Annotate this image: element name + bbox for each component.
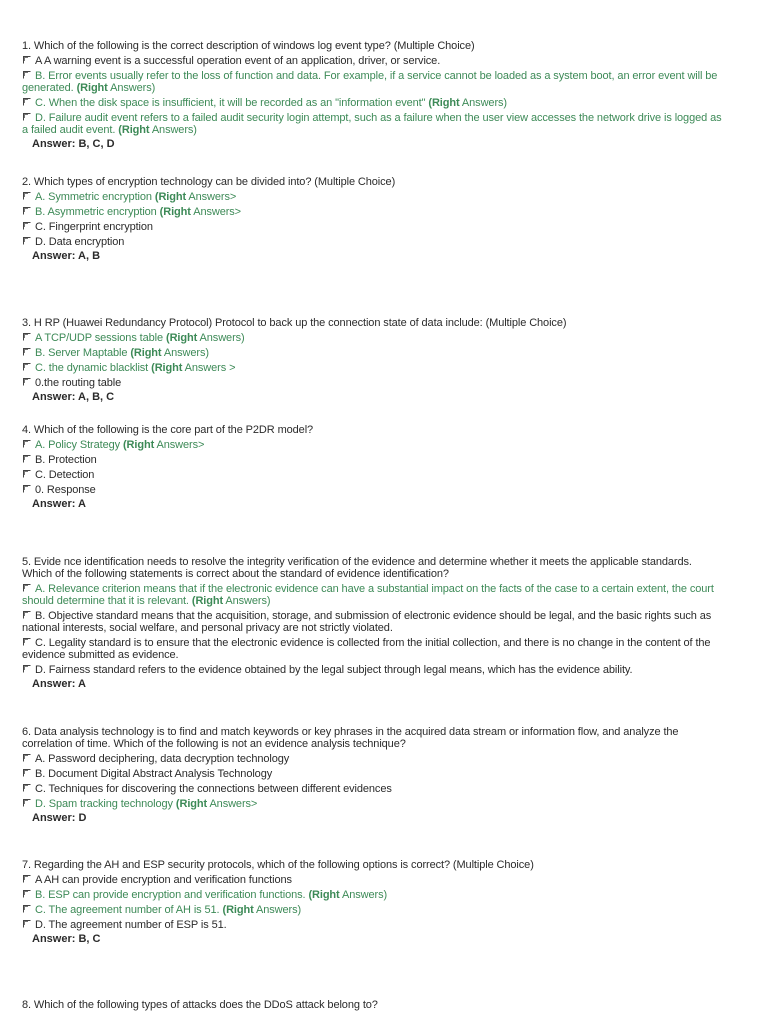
right-marker: (Right: [159, 206, 191, 218]
right-answers-label: Answers): [256, 904, 302, 916]
question-block: [22, 40, 722, 150]
answer-key: Answer: A, B, C: [32, 391, 115, 403]
option-text: C. Techniques for discovering the connections between different evidences: [35, 783, 392, 795]
answer-option[interactable]: [22, 904, 722, 916]
answer-option[interactable]: [22, 362, 722, 374]
answer-option[interactable]: [22, 70, 722, 94]
answer-option[interactable]: [22, 112, 722, 136]
option-text: B. Document Digital Abstract Analysis Technology: [35, 768, 273, 780]
answer-option[interactable]: [22, 798, 722, 810]
option-text: D. The agreement number of ESP is 51.: [35, 919, 227, 931]
right-marker: (Right: [308, 889, 340, 901]
checkbox-icon: [22, 469, 32, 479]
right-marker: (Right: [175, 798, 208, 810]
right-marker: (Right: [166, 332, 198, 344]
answer-option[interactable]: [22, 889, 722, 901]
right-answers-label: Answers): [341, 889, 388, 901]
checkbox-icon: [22, 889, 32, 899]
question-block: [22, 859, 722, 945]
checkbox-icon: [22, 798, 32, 808]
checkbox-icon: [22, 70, 32, 80]
answer-option[interactable]: [22, 206, 722, 218]
answer-key: Answer: B, C, D: [32, 138, 115, 150]
checkbox-icon: [22, 332, 32, 342]
answer-option[interactable]: [22, 874, 722, 886]
answer-option[interactable]: [22, 347, 722, 359]
checkbox-icon: [22, 221, 32, 231]
answer-key: Answer: A: [32, 678, 86, 690]
right-answers-label: Answers): [225, 595, 271, 607]
right-answers-label: Answers): [151, 124, 197, 136]
option-text: A. Symmetric encryption: [35, 191, 152, 203]
option-text: A A warning event is a successful operation event of an application, driver, or service.: [35, 55, 441, 67]
right-marker: (Right: [151, 362, 183, 374]
answer-key: Answer: A: [32, 498, 86, 510]
checkbox-icon: [22, 97, 32, 107]
checkbox-icon: [22, 753, 32, 763]
answer-option[interactable]: [22, 469, 722, 481]
right-answers-label: Answers): [199, 332, 245, 344]
option-text: D. Data encryption: [35, 236, 125, 248]
question-block: [22, 317, 722, 403]
option-text: B. Objective standard means that the acquisition, storage, and submission of electronic evidence should be legal, and the basic rights such as national interests, social welfare, and personal privacy are not strictly violated.: [22, 610, 712, 634]
checkbox-icon: [22, 919, 32, 929]
right-answers-label: Answers): [163, 347, 209, 359]
answer-option[interactable]: [22, 919, 722, 931]
answer-option[interactable]: [22, 332, 722, 344]
option-text: B. Server Maptable: [35, 347, 128, 359]
checkbox-icon: [22, 191, 32, 201]
answer-key: Answer: B, C: [32, 933, 101, 945]
answer-option[interactable]: [22, 664, 722, 676]
option-text: A. Policy Strategy: [35, 439, 121, 451]
question-stem: 5. Evide nce identification needs to resolve the integrity verification of the evidence and determine whether it meets the applicable standards. Which of the following statements is correct about the standard of evidence identification?: [22, 556, 692, 580]
right-answers-label: Answers >: [184, 362, 236, 374]
option-text: C. the dynamic blacklist: [35, 362, 149, 374]
answer-option[interactable]: [22, 768, 722, 780]
question-block: [22, 176, 722, 262]
answer-option[interactable]: [22, 55, 722, 67]
option-text: C. Detection: [35, 469, 95, 481]
option-text: D. Failure audit event refers to a failed audit security login attempt, such as a failure when the user view accesses the network drive is logged as a failed audit event.: [22, 112, 722, 136]
right-marker: (Right: [154, 191, 187, 203]
right-marker: (Right: [118, 124, 150, 136]
checkbox-icon: [22, 55, 32, 65]
option-text: C. The agreement number of AH is 51.: [35, 904, 220, 916]
option-text: D. Fairness standard refers to the evidence obtained by the legal subject through legal means, which has the evidence ability.: [35, 664, 633, 676]
question-stem: 8. Which of the following types of attacks does the DDoS attack belong to?: [22, 999, 378, 1011]
checkbox-icon: [22, 362, 32, 372]
checkbox-icon: [22, 583, 32, 593]
question-block: [22, 726, 722, 824]
checkbox-icon: [22, 454, 32, 464]
answer-option[interactable]: [22, 439, 722, 451]
option-text: B. ESP can provide encryption and verification functions.: [35, 889, 306, 901]
checkbox-icon: [22, 347, 32, 357]
right-answers-label: Answers>: [193, 206, 242, 218]
answer-option[interactable]: [22, 97, 722, 109]
question-block: [22, 999, 722, 1011]
option-text: A. Password deciphering, data decryption technology: [35, 753, 290, 765]
right-marker: (Right: [191, 595, 224, 607]
question-block: [22, 556, 722, 690]
answer-option[interactable]: [22, 753, 722, 765]
checkbox-icon: [22, 874, 32, 884]
option-text: A TCP/UDP sessions table: [35, 332, 164, 344]
option-text: 0. Response: [35, 484, 96, 496]
option-text: D. Spam tracking technology: [35, 798, 173, 810]
checkbox-icon: [22, 377, 32, 387]
checkbox-icon: [22, 112, 32, 122]
question-stem: 3. H RP (Huawei Redundancy Protocol) Protocol to back up the connection state of data include: (Multiple Choice): [22, 317, 567, 329]
option-text: C. When the disk space is insufficient, it will be recorded as an "information event": [35, 97, 426, 109]
answer-option[interactable]: [22, 221, 722, 233]
right-answers-label: Answers): [461, 97, 507, 109]
answer-option[interactable]: [22, 583, 722, 607]
checkbox-icon: [22, 206, 32, 216]
question-stem: 7. Regarding the AH and ESP security protocols, which of the following options is correct? (Multiple Choice): [22, 859, 534, 871]
answer-key: Answer: D: [32, 812, 87, 824]
answer-option[interactable]: [22, 783, 722, 795]
option-text: B. Error events usually refer to the loss of function and data. For example, if a service cannot be loaded as a system boot, an error event will be generated.: [22, 70, 718, 94]
answer-option[interactable]: [22, 610, 722, 634]
checkbox-icon: [22, 236, 32, 246]
option-text: C. Fingerprint encryption: [35, 221, 153, 233]
right-answers-label: Answers>: [188, 191, 237, 203]
right-marker: (Right: [122, 439, 155, 451]
checkbox-icon: [22, 439, 32, 449]
answer-option[interactable]: [22, 191, 722, 203]
right-marker: (Right: [130, 347, 162, 359]
question-stem: 2. Which types of encryption technology can be divided into? (Multiple Choice): [22, 176, 396, 188]
option-text: A AH can provide encryption and verification functions: [35, 874, 292, 886]
checkbox-icon: [22, 610, 32, 620]
checkbox-icon: [22, 664, 32, 674]
checkbox-icon: [22, 637, 32, 647]
right-marker: (Right: [222, 904, 254, 916]
answer-option[interactable]: [22, 454, 722, 466]
answer-option[interactable]: [22, 637, 722, 661]
question-stem: 6. Data analysis technology is to find and match keywords or key phrases in the acquired data stream or information flow, and analyze the correlation of time. Which of the following is not an evidence analysis technique?: [22, 726, 679, 750]
right-marker: (Right: [428, 97, 460, 109]
right-answers-label: Answers>: [156, 439, 205, 451]
checkbox-icon: [22, 904, 32, 914]
question-stem: 1. Which of the following is the correct description of windows log event type? (Multiple Choice): [22, 40, 475, 52]
answer-option[interactable]: [22, 236, 722, 248]
checkbox-icon: [22, 783, 32, 793]
checkbox-icon: [22, 768, 32, 778]
answer-option[interactable]: [22, 484, 722, 496]
question-block: [22, 424, 722, 510]
option-text: B. Protection: [35, 454, 97, 466]
right-marker: (Right: [76, 82, 108, 94]
answer-option[interactable]: [22, 377, 722, 389]
option-text: A. Relevance criterion means that if the electronic evidence can have a substantial impact on the facts of the case to a certain extent, the court should determine that it is relevant.: [22, 583, 714, 607]
answer-key: Answer: A, B: [32, 250, 101, 262]
option-text: C. Legality standard is to ensure that the electronic evidence is collected from the initial collection, and there is no change in the content of the evidence submitted as evidence.: [22, 637, 711, 661]
question-stem: 4. Which of the following is the core part of the P2DR model?: [22, 424, 314, 436]
option-text: 0.the routing table: [35, 377, 122, 389]
right-answers-label: Answers>: [209, 798, 258, 810]
option-text: B. Asymmetric encryption: [35, 206, 157, 218]
right-answers-label: Answers): [110, 82, 156, 94]
checkbox-icon: [22, 484, 32, 494]
